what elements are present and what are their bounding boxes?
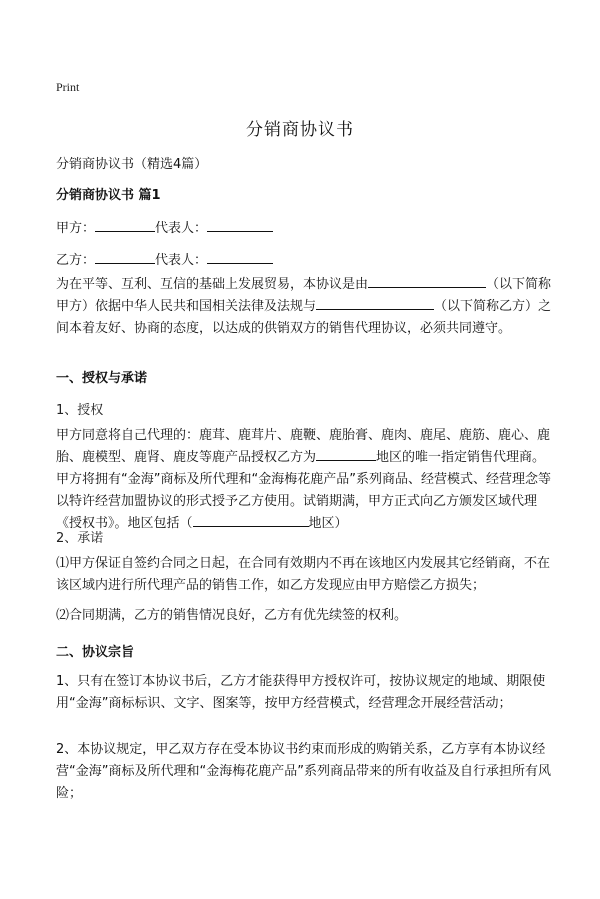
intro-text-2: （以下简称甲方）依据中华人民共和国相关法律及法规与 <box>56 277 552 314</box>
purpose-item-2-paragraph: 2、本协议规定，甲乙双方存在受本协议书约束而形成的购销关系，乙方享有本协议经营“金海”商标及所代理和“金海梅花鹿产品”系列商品带来的所有收益及自行承担所有风险； <box>56 742 551 801</box>
section-1-heading: 一、授权与承诺 <box>56 371 148 386</box>
party-b-line <box>56 249 552 268</box>
authorization-paragraph <box>56 425 552 535</box>
party-b-name-blank[interactable] <box>95 251 155 264</box>
auth-text-2: 地区的唯一指定销售代理商。甲方将拥有“金海”商标及所代理和“金海梅花鹿产品”系列商品、经营模式、经营理念等以特许经营加盟协议的形式授予乙方使用。试销期满，甲方正式向乙方颁发区域代理《授权书》。地区包括（ <box>56 450 551 531</box>
section-1-sub-2-label: 2、承诺 <box>56 531 104 546</box>
document-subtitle: 分销商协议书（精选4篇） <box>56 157 208 172</box>
party-b-rep-label: 代表人： <box>155 253 208 268</box>
party-b-label: 乙方： <box>56 253 96 268</box>
intro-blank-b[interactable] <box>316 297 434 310</box>
section-1-sub-1-label: 1、授权 <box>56 403 104 418</box>
party-a-rep-blank[interactable] <box>207 219 273 232</box>
auth-text-1: 甲方同意将自己代理的：鹿茸、鹿茸片、鹿鞭、鹿胎膏、鹿肉、鹿尾、鹿筋、鹿心、鹿胎、鹿模型、鹿肾、鹿皮等鹿产品授权乙方为 <box>56 428 551 465</box>
party-b-rep-blank[interactable] <box>207 251 273 264</box>
commitment-1-paragraph: ⑴甲方保证自签约合同之日起，在合同有效期内不再在该地区内发展其它经销商，不在该区域内进行所代理产品的销售工作，如乙方发现应由甲方赔偿乙方损失； <box>56 556 551 593</box>
print-label[interactable]: Print <box>56 80 80 94</box>
article-heading: 分销商协议书 篇1 <box>56 188 161 203</box>
document-title: 分销商协议书 <box>246 120 354 140</box>
section-2-heading: 二、协议宗旨 <box>56 645 135 660</box>
party-a-line <box>56 217 552 236</box>
auth-area-blank[interactable] <box>193 514 309 527</box>
intro-paragraph <box>56 274 552 340</box>
intro-blank-a[interactable] <box>368 275 486 288</box>
intro-text-3: （以下简称乙方）之间本着友好、协商的态度，以达成的供销双方的销售代理协议，必须共同遵守。 <box>56 299 552 336</box>
party-a-name-blank[interactable] <box>95 219 155 232</box>
intro-text-1: 为在平等、互利、互信的基础上发展贸易，本协议是由 <box>56 277 369 292</box>
party-a-rep-label: 代表人： <box>155 221 208 236</box>
party-a-label: 甲方： <box>56 221 96 236</box>
auth-region-blank[interactable] <box>316 448 376 461</box>
purpose-item-1-paragraph: 1、只有在签订本协议书后，乙方才能获得甲方授权许可，按协议规定的地域、期限使用“金海”商标标识、文字、图案等，按甲方经营模式，经营理念开展经营活动； <box>56 674 546 711</box>
auth-text-3: 地区） <box>308 516 348 531</box>
commitment-2-paragraph: ⑵合同期满，乙方的销售情况良好，乙方有优先续签的权利。 <box>56 608 408 623</box>
